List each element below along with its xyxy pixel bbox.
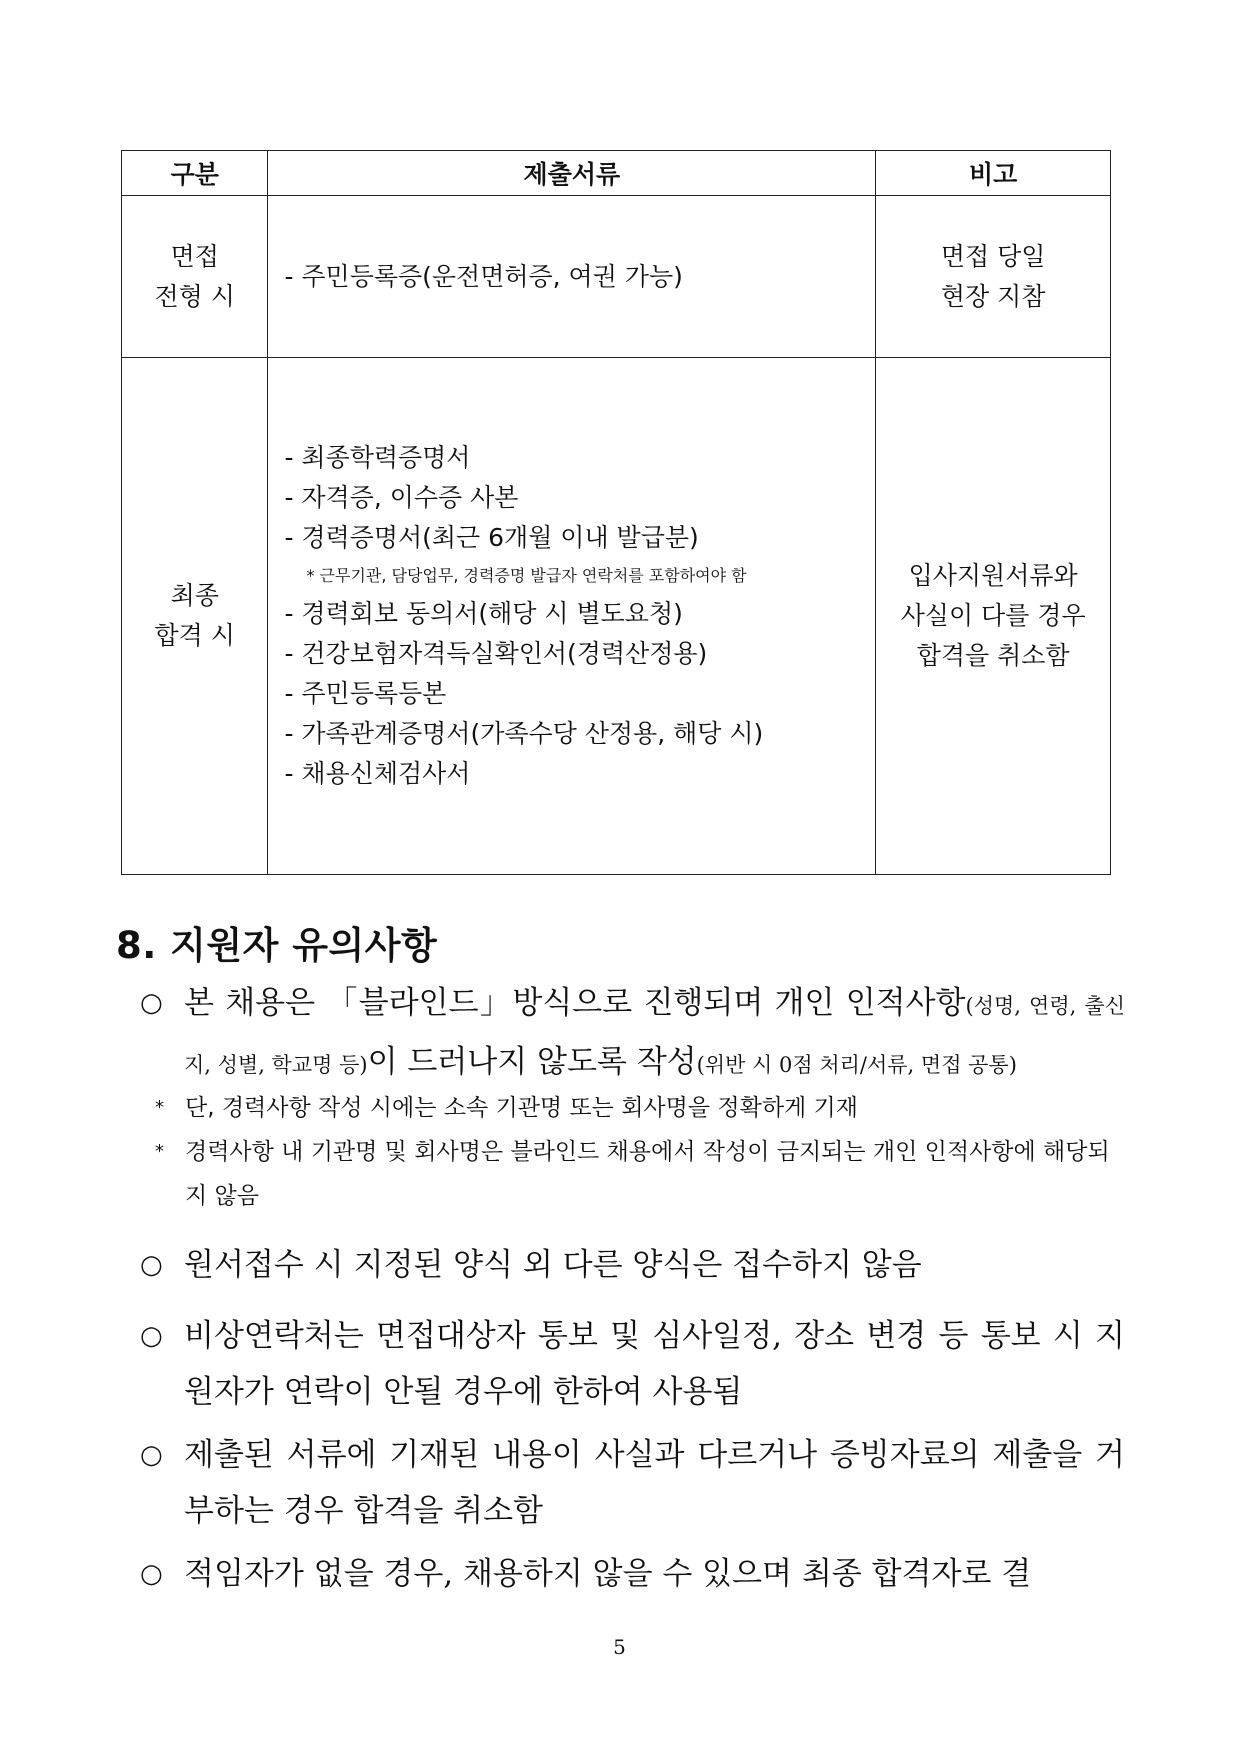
notice-bullet [140, 1308, 1125, 1420]
remark-cell [876, 196, 1111, 358]
circle-bullet-icon: ○ [140, 1559, 163, 1589]
documents-cell [268, 196, 876, 358]
asterisk-icon: * [155, 1097, 164, 1118]
documents-cell [268, 358, 876, 875]
circle-bullet-icon: ○ [140, 1321, 163, 1351]
category-line: 합격 시 [154, 621, 235, 650]
remark-line: 면접 당일 [940, 241, 1046, 271]
notice-note [155, 1086, 1120, 1130]
category-line: 면접 [170, 241, 219, 271]
bullet-small-text: (위반 시 0점 처리/서류, 면접 공통) [696, 1053, 1017, 1077]
notice-bullet [140, 1237, 1125, 1293]
bullet-text: 이 드러나지 않도록 작성 [367, 1044, 697, 1080]
circle-bullet-icon: ○ [140, 1440, 163, 1470]
note-text: 단, 경력사항 작성 시에는 소속 기관명 또는 회사명을 정확하게 기재 [185, 1095, 858, 1121]
category-cell [122, 358, 268, 875]
remark-line: 사실이 다를 경우 [900, 601, 1086, 630]
bullet-text: 원서접수 시 지정된 양식 외 다른 양식은 접수하지 않음 [184, 1247, 922, 1283]
bullet-text: 본 채용은 「블라인드」방식으로 진행되며 개인 인적사항 [184, 985, 966, 1021]
notice-bullet [140, 1427, 1125, 1539]
circle-bullet-icon: ○ [140, 1250, 163, 1280]
submission-documents-table [121, 150, 1111, 875]
remark-line: 입사지원서류와 [908, 561, 1078, 590]
table-header-row [122, 151, 1111, 196]
page-number: 5 [613, 1635, 626, 1659]
header-documents: 제출서류 [268, 151, 876, 196]
document-item: - 최종학력증명서 [284, 443, 471, 472]
document-item: - 채용신체검사서 [284, 759, 471, 788]
table-row [122, 358, 1111, 875]
header-category: 구분 [122, 151, 268, 196]
category-cell [122, 196, 268, 358]
notice-bullet [140, 975, 1125, 1093]
section-title: 8. 지원자 유의사항 [116, 924, 438, 967]
document-item: - 건강보험자격득실확인서(경력산정용) [284, 639, 708, 668]
notice-note [155, 1130, 1120, 1218]
bullet-small-text: (성명, 연령, 출신지, 성별, 학교명 등) [184, 994, 1125, 1077]
document-item: - 가족관계증명서(가족수당 산정용, 해당 시) [284, 719, 764, 748]
remark-line: 합격을 취소함 [916, 641, 1070, 670]
bullet-text: 제출된 서류에 기재된 내용이 사실과 다르거나 증빙자료의 제출을 거부하는 경우 합격을 취소함 [184, 1437, 1125, 1529]
remark-cell [876, 358, 1111, 875]
category-line: 최종 [170, 581, 219, 610]
document-item: - 경력회보 동의서(해당 시 별도요청) [284, 599, 683, 628]
remark-line: 현장 지참 [940, 281, 1046, 311]
document-item: - 경력증명서(최근 6개월 이내 발급분) [284, 523, 699, 552]
bullet-text: 비상연락처는 면접대상자 통보 및 심사일정, 장소 변경 등 통보 시 지원자가 연락이 안될 경우에 한하여 사용됨 [184, 1318, 1125, 1410]
header-remark: 비고 [876, 151, 1111, 196]
category-line: 전형 시 [154, 281, 235, 311]
table-row [122, 196, 1111, 358]
bullet-text: 적임자가 없을 경우, 채용하지 않을 수 있으며 최종 합격자로 결 [184, 1556, 1032, 1592]
document-item: - 자격증, 이수증 사본 [284, 483, 519, 512]
document-item: - 주민등록증(운전면허증, 여권 가능) [284, 261, 683, 291]
asterisk-icon: * [155, 1141, 164, 1162]
document-item: - 주민등록등본 [284, 679, 447, 708]
document-note: * 근무기관, 담당업무, 경력증명 발급자 연락처를 포함하여야 함 [306, 566, 747, 585]
notice-bullet [140, 1546, 1125, 1602]
circle-bullet-icon: ○ [140, 988, 163, 1018]
note-text: 경력사항 내 기관명 및 회사명은 블라인드 채용에서 작성이 금지되는 개인 인적사항에 해당되지 않음 [185, 1139, 1110, 1209]
